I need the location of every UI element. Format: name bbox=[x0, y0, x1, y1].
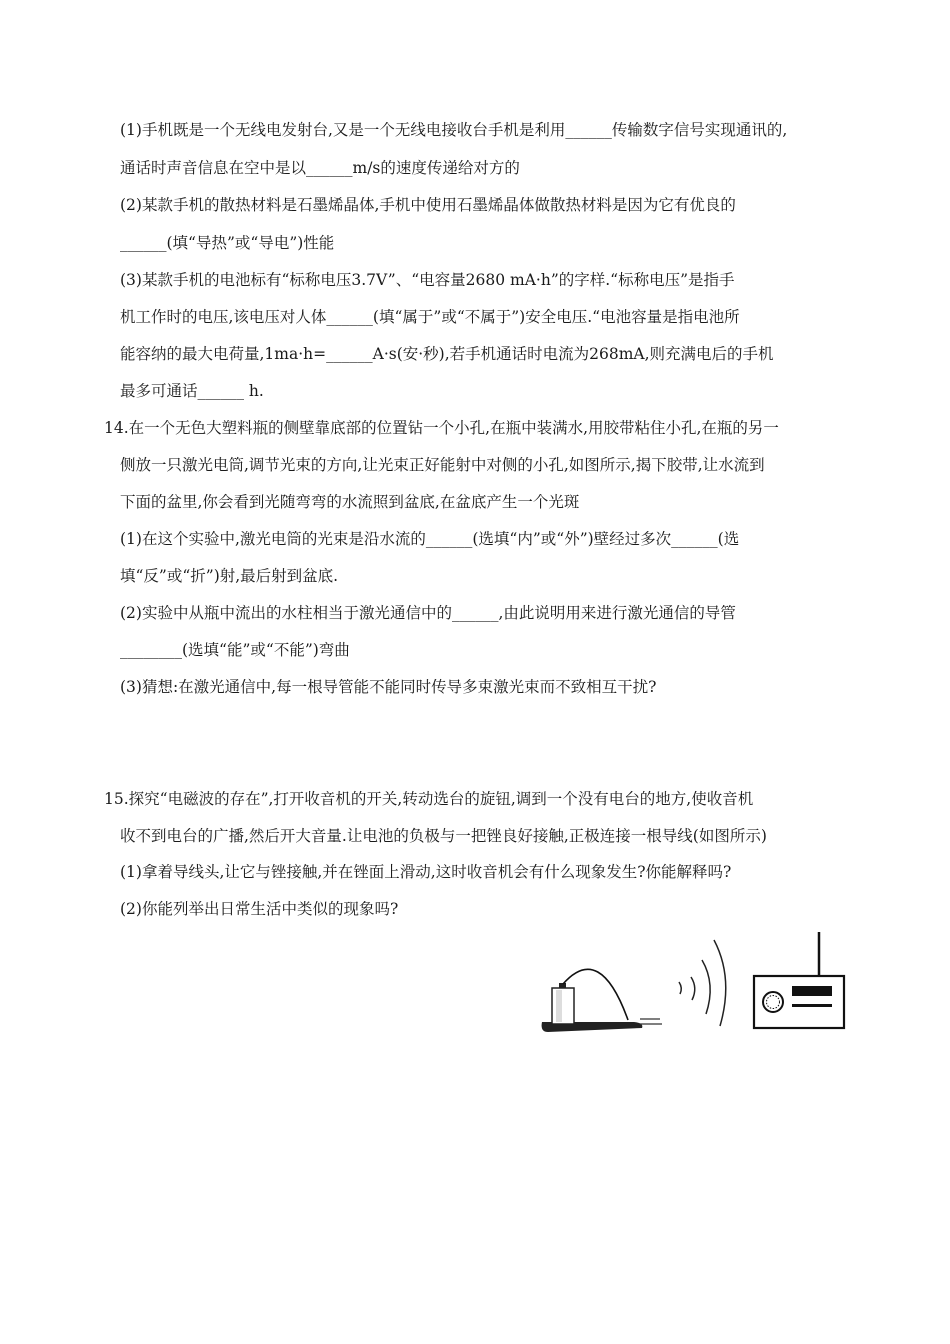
q14-part2-line2: ________(选填“能”或“不能”)弯曲 bbox=[120, 641, 350, 659]
battery bbox=[552, 983, 574, 1024]
q15-part2-line1: (2)你能列举出日常生活中类似的现象吗? bbox=[120, 900, 399, 918]
battery-file-radio-figure bbox=[536, 922, 848, 1042]
q14-part3-line1: (3)猜想:在激光通信中,每一根导管能不能同时传导多束激光束而不致相互干扰? bbox=[120, 678, 657, 696]
q13-part3-line2: 机工作时的电压,该电压对人体______(填“属于”或“不属于”)安全电压.“电池容量是指电池所 bbox=[120, 308, 740, 326]
q14-stem-line3: 下面的盆里,你会看到光随弯弯的水流照到盆底,在盆底产生一个光斑 bbox=[120, 493, 580, 511]
radio-waves-icon bbox=[679, 940, 726, 1026]
q14-stem-line1: 14.在一个无色大塑料瓶的侧壁靠底部的位置钻一个小孔,在瓶中装满水,用胶带粘住小孔,在瓶的另一 bbox=[104, 419, 779, 437]
q15-part1-line1: (1)拿着导线头,让它与锉接触,并在锉面上滑动,这时收音机会有什么现象发生?你能解释吗? bbox=[120, 863, 732, 881]
q13-part2-line2: ______(填“导热”或“导电”)性能 bbox=[120, 234, 335, 252]
q15-stem-line2: 收不到电台的广播,然后开大音量.让电池的负极与一把锉良好接触,正极连接一根导线(如图所示) bbox=[120, 827, 767, 845]
radio bbox=[754, 932, 844, 1028]
q14-part1-line1: (1)在这个实验中,激光电筒的光束是沿水流的______(选填“内”或“外”)壁经过多次______(选 bbox=[120, 530, 740, 548]
q13-part3-line4: 最多可通话______ h. bbox=[120, 382, 264, 400]
q14-part2-line1: (2)实验中从瓶中流出的水柱相当于激光通信中的______,由此说明用来进行激光通信的导管 bbox=[120, 604, 736, 622]
q13-part2-line1: (2)某款手机的散热材料是石墨烯晶体,手机中使用石墨烯晶体做散热材料是因为它有优良的 bbox=[120, 196, 736, 214]
q13-part3-line3: 能容纳的最大电荷量,1ma·h=______A·s(安·秒),若手机通话时电流为268mA,则充满电后的手机 bbox=[120, 345, 774, 363]
q15-stem-line1: 15.探究“电磁波的存在”,打开收音机的开关,转动选台的旋钮,调到一个没有电台的地方,使收音机 bbox=[104, 790, 754, 808]
q14-stem-line2: 侧放一只激光电筒,调节光束的方向,让光束正好能射中对侧的小孔,如图所示,揭下胶带,让水流到 bbox=[120, 456, 765, 474]
q13-part1-line2: 通话时声音信息在空中是以______m/s的速度传递给对方的 bbox=[120, 159, 520, 177]
q14-part1-line2: 填“反”或“折”)射,最后射到盆底. bbox=[120, 567, 339, 585]
q13-part3-line1: (3)某款手机的电池标有“标称电压3.7V”、“电容量2680 mA·h”的字样.“标称电压”是指手 bbox=[120, 271, 735, 289]
q13-part1-line1: (1)手机既是一个无线电发射台,又是一个无线电接收台手机是利用______传输数字信号实现通讯的, bbox=[120, 121, 788, 139]
